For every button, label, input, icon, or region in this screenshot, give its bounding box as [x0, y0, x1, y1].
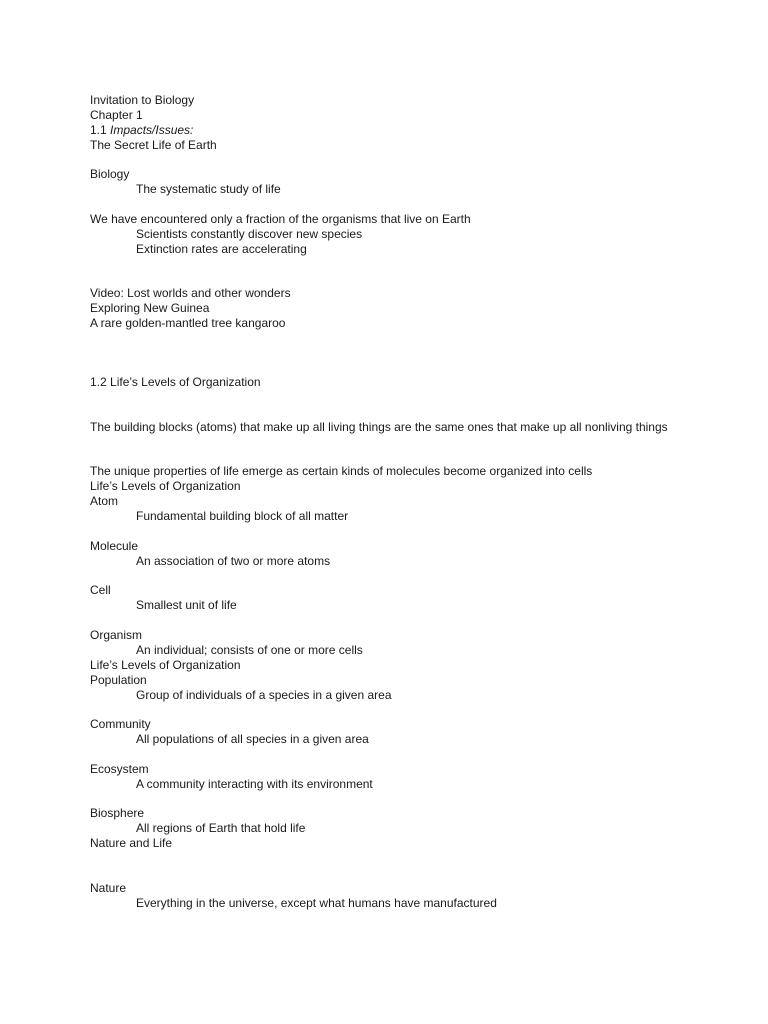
definition-atom: Fundamental building block of all matter [136, 509, 349, 523]
term-community: Community [90, 717, 151, 731]
section-1-2-heading: 1.2 Life’s Levels of Organization [90, 375, 261, 389]
nature-and-life-heading: Nature and Life [90, 836, 173, 850]
chapter-label: Chapter 1 [90, 108, 143, 122]
section-1-1-heading [90, 123, 193, 138]
video-line: Video: Lost worlds and other wonders [90, 286, 291, 300]
term-organism: Organism [90, 628, 143, 642]
paragraph-unique-properties: The unique properties of life emerge as certain kinds of molecules become organized into cells [90, 464, 593, 478]
term-ecosystem: Ecosystem [90, 762, 149, 776]
definition-cell: Smallest unit of life [136, 598, 237, 612]
paragraph-building-blocks: The building blocks (atoms) that make up all living things are the same ones that make up all nonliving things [90, 420, 668, 434]
point-scientists: Scientists constantly discover new species [136, 227, 363, 241]
term-biology: Biology [90, 167, 130, 181]
term-population: Population [90, 673, 147, 687]
definition-molecule: An association of two or more atoms [136, 554, 331, 568]
section-italic-label: Impacts/Issues: [110, 123, 194, 137]
term-atom: Atom [90, 494, 119, 508]
levels-heading: Life’s Levels of Organization [90, 658, 241, 672]
point-extinction: Extinction rates are accelerating [136, 242, 307, 256]
definition-community: All populations of all species in a given area [136, 732, 369, 746]
section-number: 1.1 [90, 123, 111, 137]
exploring-line: Exploring New Guinea [90, 301, 210, 315]
term-nature: Nature [90, 881, 127, 895]
kangaroo-line: A rare golden-mantled tree kangaroo [90, 316, 286, 330]
definition-biosphere: All regions of Earth that hold life [136, 821, 306, 835]
definition-organism: An individual; consists of one or more cells [136, 643, 363, 657]
section-subtitle: The Secret Life of Earth [90, 138, 217, 152]
definition-biology: The systematic study of life [136, 182, 281, 196]
levels-heading: Life’s Levels of Organization [90, 479, 241, 493]
term-cell: Cell [90, 583, 111, 597]
definition-population: Group of individuals of a species in a given area [136, 688, 392, 702]
term-molecule: Molecule [90, 539, 139, 553]
paragraph-encountered: We have encountered only a fraction of the organisms that live on Earth [90, 212, 471, 226]
term-biosphere: Biosphere [90, 806, 145, 820]
definition-ecosystem: A community interacting with its environment [136, 777, 373, 791]
document-title: Invitation to Biology [90, 93, 195, 107]
definition-nature: Everything in the universe, except what humans have manufactured [136, 896, 497, 910]
